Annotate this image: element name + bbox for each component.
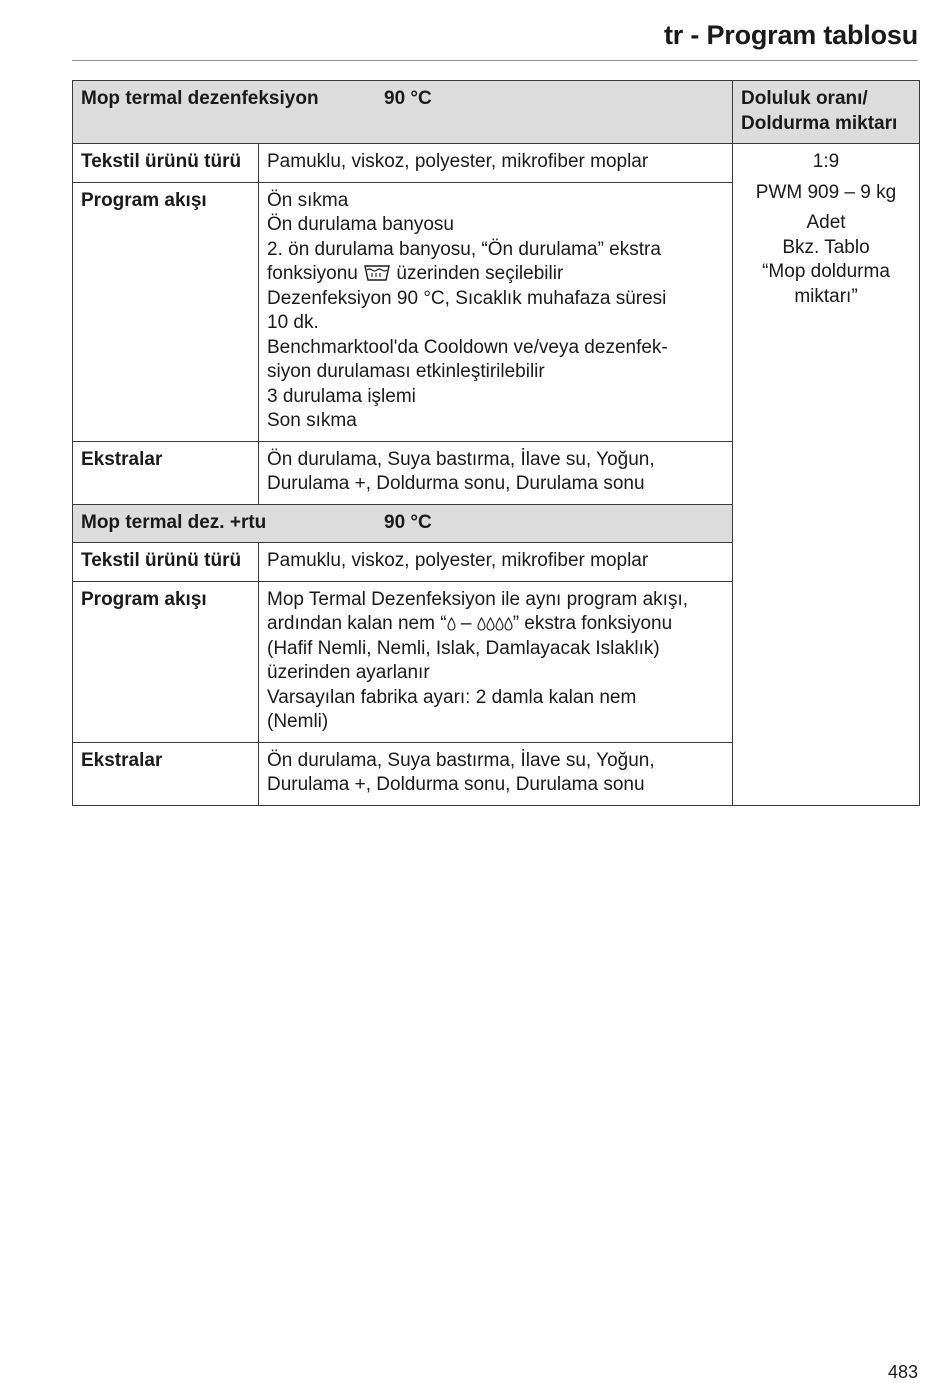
section2-header (73, 504, 733, 543)
flow-text: fonksiyonu (267, 263, 358, 284)
flow-line: Ön sıkma (267, 189, 349, 211)
flow-label: Program akışı (73, 182, 259, 441)
flow-line: Benchmarktool'da Cooldown ve/veya dezenfek- (267, 336, 668, 358)
flow-line: Varsayılan fabrika ayarı: 2 damla kalan nem (267, 686, 637, 708)
load-line: miktarı” (794, 285, 858, 307)
four-drops-icon (477, 617, 513, 631)
page-number: 483 (887, 1362, 918, 1382)
load-ratio: 1:9 (812, 151, 840, 172)
extras-label: Ekstralar (73, 742, 259, 805)
load-header-line: Doldurma miktarı (741, 112, 898, 134)
section2-name: Mop termal dez. +rtu (81, 511, 267, 533)
flow-line: üzerinden ayarlanır (267, 662, 430, 683)
textile-value: Pamuklu, viskoz, polyester, mikrofiber moplar (259, 543, 733, 582)
program-table (72, 80, 920, 806)
extras-label: Ekstralar (73, 441, 259, 504)
section1-header-row (73, 81, 920, 144)
extras-value (259, 742, 733, 805)
flow-line: 2. ön durulama banyosu, “Ön durulama” ekstra (267, 238, 661, 260)
flow-text: üzerinden seçilebilir (396, 263, 564, 284)
load-line: Bkz. Tablo (782, 236, 870, 258)
load-line: “Mop doldurma (762, 261, 890, 282)
flow-line: Mop Termal Dezenfeksiyon ile aynı program akışı, (267, 588, 688, 610)
flow-text: ardından kalan nem “ (267, 613, 447, 634)
flow-line: 10 dk. (267, 312, 319, 333)
prewash-tub-icon (363, 264, 391, 282)
section1-header (73, 81, 733, 144)
flow-line: Ön durulama banyosu (267, 214, 454, 235)
page-title: tr - Program tablosu (663, 20, 918, 50)
load-header-line: Doluluk oranı/ (741, 88, 868, 109)
section1-temp: 90 °C (384, 88, 432, 109)
header-divider (72, 60, 918, 61)
flow-line: (Hafif Nemli, Nemli, Islak, Damlayacak Islaklık) (267, 637, 660, 659)
flow-line: (Nemli) (267, 711, 329, 732)
flow-line: siyon durulaması etkinleştirilebilir (267, 361, 545, 382)
load-cell (733, 144, 920, 806)
flow-line: 3 durulama işlemi (267, 385, 416, 407)
textile-label: Tekstil ürünü türü (73, 144, 259, 183)
flow-text: – (455, 613, 477, 634)
flow-line (267, 612, 724, 637)
textile-label: Tekstil ürünü türü (73, 543, 259, 582)
flow-line: Dezenfeksiyon 90 °C, Sıcaklık muhafaza süresi (267, 287, 667, 309)
flow-value (259, 182, 733, 441)
extras-line: Durulama +, Doldurma sonu, Durulama sonu (267, 774, 645, 795)
water-drop-icon (447, 617, 456, 631)
section2-temp: 90 °C (384, 511, 432, 533)
flow-line (267, 262, 724, 287)
extras-line: Ön durulama, Suya bastırma, İlave su, Yoğun, (267, 448, 655, 470)
load-line: Adet (806, 212, 846, 233)
flow-value (259, 581, 733, 742)
flow-text: ” ekstra fonksiyonu (512, 613, 673, 634)
extras-line: Durulama +, Doldurma sonu, Durulama sonu (267, 473, 645, 494)
extras-value (259, 441, 733, 504)
flow-label: Program akışı (73, 581, 259, 742)
load-header (733, 81, 920, 144)
textile-value: Pamuklu, viskoz, polyester, mikrofiber moplar (259, 144, 733, 183)
table-row (73, 144, 920, 183)
section1-name: Mop termal dezenfeksiyon (81, 88, 319, 109)
load-model: PWM 909 – 9 kg (755, 181, 897, 203)
flow-line: Son sıkma (267, 410, 357, 431)
extras-line: Ön durulama, Suya bastırma, İlave su, Yoğun, (267, 749, 655, 771)
